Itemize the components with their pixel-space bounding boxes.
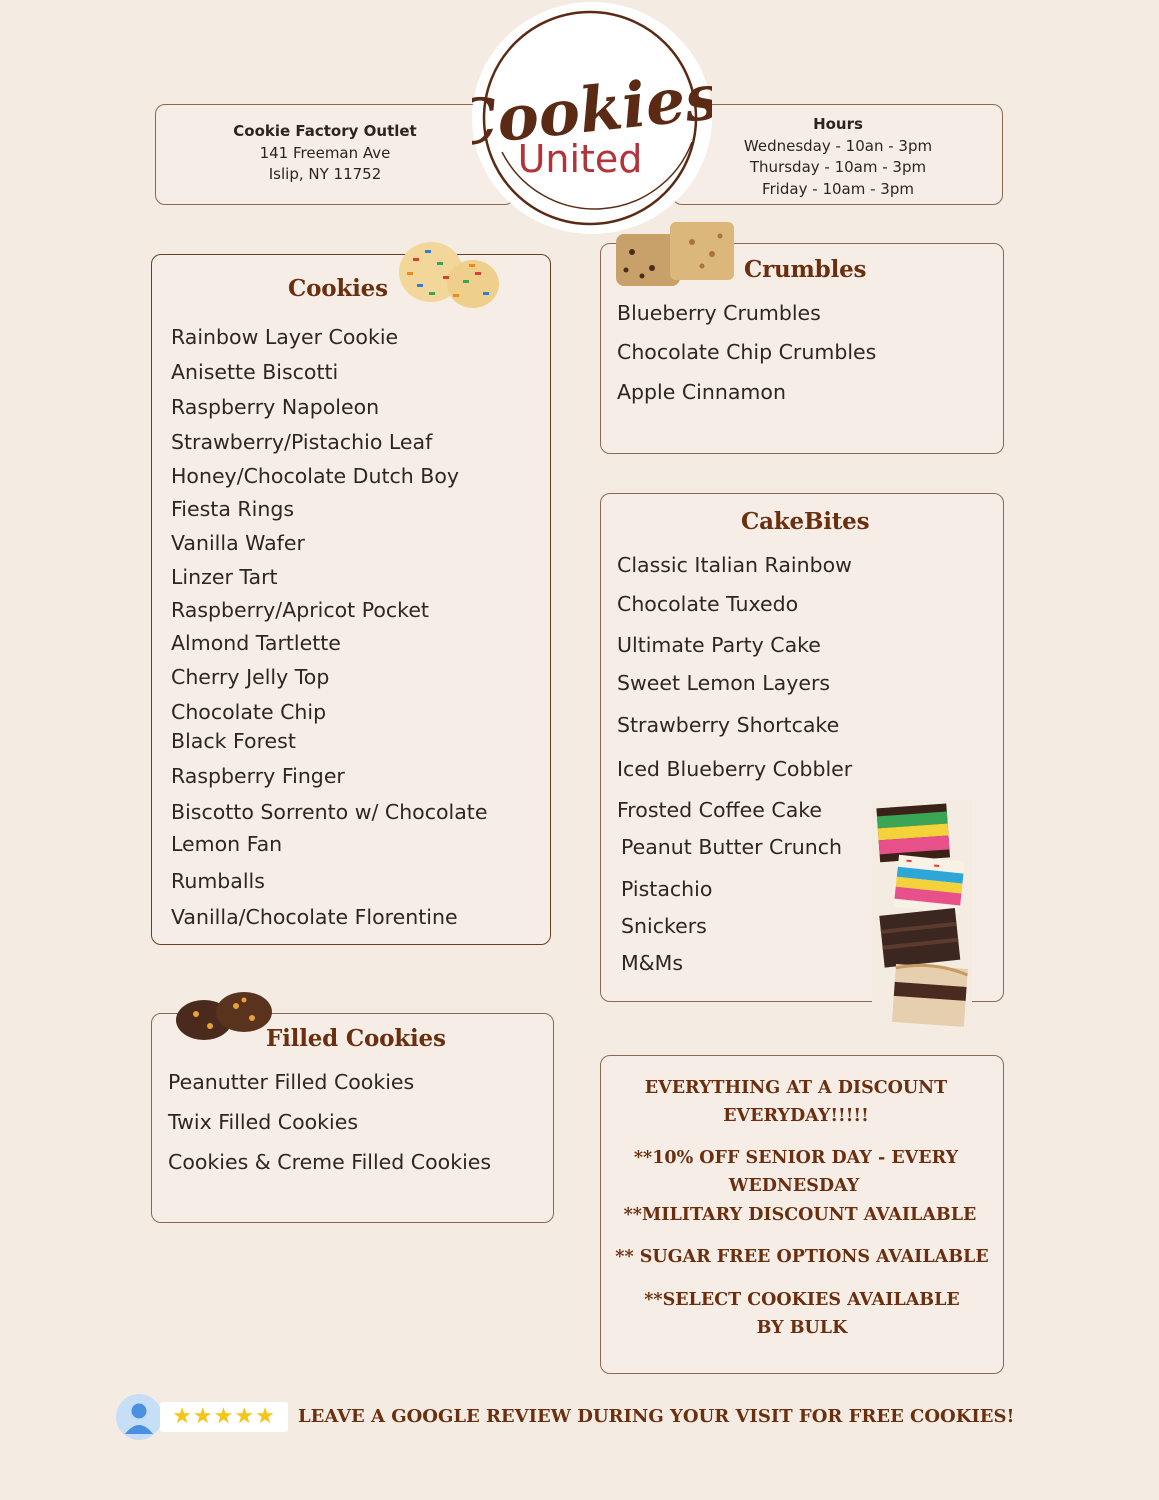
- list-item: Apple Cinnamon: [617, 380, 786, 404]
- promo-line: EVERYTHING AT A DISCOUNT: [644, 1078, 948, 1098]
- cake-stack-icon: [872, 800, 972, 1032]
- list-item: Raspberry/Apricot Pocket: [171, 598, 429, 622]
- hours-line: Thursday - 10am - 3pm: [749, 158, 927, 176]
- promo-line: BY BULK: [756, 1318, 848, 1338]
- list-item: Black Forest: [171, 729, 296, 753]
- star-rating: ★★★★★: [160, 1402, 288, 1432]
- list-item: Cherry Jelly Top: [171, 665, 330, 689]
- logo-badge: [472, 2, 712, 234]
- list-item: Almond Tartlette: [171, 631, 341, 655]
- address-block: [180, 121, 470, 186]
- promo-line: WEDNESDAY: [728, 1176, 860, 1196]
- filled-cookies-heading: Filled Cookies: [266, 1025, 446, 1052]
- list-item: Chocolate Chip Crumbles: [617, 340, 877, 364]
- list-item: Rumballs: [171, 869, 265, 893]
- hours-line: Friday - 10am - 3pm: [762, 179, 914, 198]
- logo-script: Cookies: [472, 59, 712, 162]
- list-item: Raspberry Napoleon: [171, 395, 380, 419]
- crumble-bars-icon: [612, 218, 742, 290]
- cookies-heading: Cookies: [288, 275, 388, 302]
- list-item: Blueberry Crumbles: [617, 301, 821, 325]
- store-street: 141 Freeman Ave: [259, 143, 391, 162]
- store-name: Cookie Factory Outlet: [233, 122, 417, 140]
- list-item: M&Ms: [621, 951, 684, 975]
- list-item: Ultimate Party Cake: [617, 633, 821, 657]
- logo-word: United: [517, 137, 643, 181]
- list-item: Strawberry Shortcake: [617, 713, 840, 737]
- promo-line: EVERYDAY!!!!!: [723, 1106, 869, 1126]
- list-item: Classic Italian Rainbow: [617, 553, 852, 577]
- list-item: Anisette Biscotti: [171, 360, 339, 384]
- review-text: LEAVE A GOOGLE REVIEW DURING YOUR VISIT FOR FREE COOKIES!: [298, 1406, 1015, 1427]
- promo-line: ** SUGAR FREE OPTIONS AVAILABLE: [615, 1247, 989, 1267]
- list-item: Twix Filled Cookies: [168, 1110, 359, 1134]
- list-item: Frosted Coffee Cake: [617, 798, 823, 822]
- promo-line: **SELECT COOKIES AVAILABLE: [644, 1290, 960, 1310]
- list-item: Peanut Butter Crunch: [621, 835, 843, 859]
- review-banner: [116, 1394, 1015, 1442]
- list-item: Snickers: [621, 914, 707, 938]
- list-item: Chocolate Tuxedo: [617, 592, 799, 616]
- hours-title: Hours: [813, 115, 863, 133]
- crumbles-heading: Crumbles: [744, 256, 867, 283]
- list-item: Honey/Chocolate Dutch Boy: [171, 464, 460, 488]
- promo-line: **MILITARY DISCOUNT AVAILABLE: [623, 1205, 977, 1225]
- store-city: Islip, NY 11752: [268, 165, 382, 183]
- list-item: Linzer Tart: [171, 565, 278, 589]
- list-item: Rainbow Layer Cookie: [171, 325, 399, 349]
- list-item: Vanilla Wafer: [171, 531, 305, 555]
- list-item: Lemon Fan: [171, 832, 283, 856]
- hours-line: Wednesday - 10an - 3pm: [743, 136, 933, 155]
- sprinkle-cookie-icon: [393, 236, 505, 316]
- list-item: Cookies & Creme Filled Cookies: [168, 1150, 492, 1174]
- list-item: Fiesta Rings: [171, 497, 295, 521]
- user-avatar-icon: [116, 1394, 162, 1440]
- list-item: Strawberry/Pistachio Leaf: [171, 430, 433, 454]
- list-item: Raspberry Finger: [171, 764, 345, 788]
- list-item: Chocolate Chip: [171, 700, 327, 724]
- cakebites-heading: CakeBites: [741, 508, 870, 535]
- promo-line: **10% OFF SENIOR DAY - EVERY: [633, 1148, 959, 1168]
- list-item: Pistachio: [621, 877, 713, 901]
- filled-cookie-icon: [174, 986, 274, 1044]
- list-item: Sweet Lemon Layers: [617, 671, 831, 695]
- list-item: Biscotto Sorrento w/ Chocolate: [171, 800, 488, 824]
- list-item: Iced Blueberry Cobbler: [617, 757, 853, 781]
- list-item: Vanilla/Chocolate Florentine: [171, 905, 458, 929]
- logo-ring-icon: [472, 2, 712, 234]
- list-item: Peanutter Filled Cookies: [168, 1070, 415, 1094]
- hours-block: [718, 114, 958, 200]
